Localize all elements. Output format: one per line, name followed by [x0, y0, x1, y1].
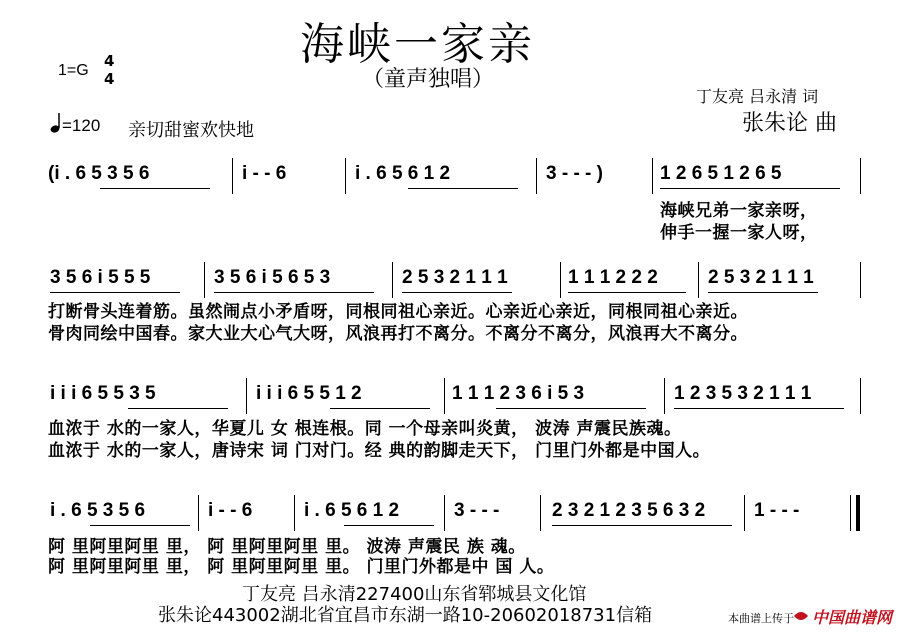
measure: i . 6 5 3 5 6	[50, 500, 146, 521]
expression-marking: 亲切甜蜜欢快地	[128, 120, 254, 141]
site-name[interactable]: 中国曲谱网	[812, 608, 893, 627]
bar-line	[652, 158, 653, 194]
meter-bottom: 4	[104, 70, 115, 88]
measure: 1 1 1 2 3 6 i 5 3	[452, 383, 585, 404]
lyrics-verse-1: 海峡兄弟一家亲呀，	[660, 201, 818, 221]
measure: 1 1 1 2 2 2	[568, 267, 658, 288]
measure: 2 3 2 1 2 3 5 6 3 2	[552, 500, 706, 521]
lyrics-verse-2: 阿 里阿里阿里 里， 阿 里阿里阿里 里。 门里门外都是中 国 人。	[48, 557, 555, 577]
key-signature: 1=G	[58, 62, 89, 79]
bar-line	[560, 262, 561, 298]
beam	[402, 292, 512, 293]
bar-line	[345, 158, 346, 194]
beam	[214, 292, 374, 293]
measure: 3 5 6 i 5 5 5	[50, 267, 151, 288]
lyrics-verse-2: 骨肉同绘中国春。家大业大心气大呀，风浪再打不离分。不离分不离分，风浪再大不离分。	[48, 324, 748, 344]
lyrics-verse-1: 阿 里阿里阿里 里， 阿 里阿里阿里 里。 波涛 声震民 族 魂。	[48, 537, 526, 557]
beam	[408, 188, 518, 189]
beam	[90, 525, 190, 526]
measure: 1 2 3 5 3 2 1 1 1	[674, 383, 812, 404]
measure: 2 5 3 2 1 1 1	[402, 267, 508, 288]
bar-line	[744, 495, 745, 531]
measure: i i i 6 5 5 3 5	[50, 383, 156, 404]
composer-credit: 张朱论 曲	[742, 111, 837, 136]
bar-line	[860, 378, 861, 414]
bar-line	[232, 158, 233, 194]
song-title: 海峡一家亲	[300, 19, 535, 70]
measure: 3 5 6 i 5 6 5 3	[214, 267, 331, 288]
measure: i . 6 5 6 1 2	[304, 500, 400, 521]
beam	[50, 292, 180, 293]
final-bar-line	[856, 495, 860, 531]
measure: i . 6 5 6 1 2	[355, 163, 451, 184]
time-signature	[104, 52, 114, 88]
measure: (i . 6 5 3 5 6	[48, 163, 150, 184]
address-line-2: 张朱论443002湖北省宜昌市东湖一路10-20602018731信箱	[158, 605, 653, 626]
measure: i i i 6 5 5 1 2	[256, 383, 362, 404]
measure: 3 - - -	[454, 500, 500, 521]
final-bar-line	[850, 495, 851, 531]
upload-note: 本曲谱上传于	[728, 612, 794, 625]
beam	[708, 292, 818, 293]
measure: i - - 6	[242, 163, 287, 184]
bar-line	[698, 262, 699, 298]
measure: 2 5 3 2 1 1 1	[708, 267, 814, 288]
bar-line	[540, 495, 541, 531]
bar-line	[536, 158, 537, 194]
beam	[568, 292, 686, 293]
beam	[128, 408, 228, 409]
tempo-marking: =120	[62, 116, 101, 135]
beam	[496, 408, 646, 409]
beam	[660, 188, 840, 189]
bar-line	[294, 495, 295, 531]
bar-line	[198, 495, 199, 531]
measure: 1 2 6 5 1 2 6 5	[660, 163, 782, 184]
lyrics-verse-1: 血浓于 水的一家人，华夏儿 女 根连根。同 一个母亲叫炎黄， 波涛 声震民族魂。	[48, 419, 682, 439]
bar-line	[392, 262, 393, 298]
beam	[344, 525, 434, 526]
measure: 3 - - - )	[546, 163, 603, 184]
measure: 1 - - -	[754, 500, 800, 521]
bar-line	[444, 495, 445, 531]
bar-line	[246, 378, 247, 414]
meter-top: 4	[104, 52, 115, 70]
bar-line	[204, 262, 205, 298]
bar-line	[860, 262, 861, 298]
lyrics-verse-2: 血浓于 水的一家人，唐诗宋 词 门对门。经 典的韵脚走天下， 门里门外都是中国人。	[48, 441, 711, 461]
beam	[330, 408, 430, 409]
song-subtitle: （童声独唱）	[362, 67, 495, 92]
beam	[674, 408, 844, 409]
lyrics-verse-2: 伸手一握一家人呀，	[660, 223, 818, 243]
address-line-1: 丁友亮 吕永清227400山东省郓城县文化馆	[242, 584, 587, 605]
bar-line	[860, 158, 861, 194]
bar-line	[664, 378, 665, 414]
bar-line	[444, 378, 445, 414]
lyrics-verse-1: 打断骨头连着筋。虽然闹点小矛盾呀，同根同祖心亲近。心亲近心亲近，同根同祖心亲近。	[48, 302, 748, 322]
measure: i - - 6	[208, 500, 253, 521]
beam	[552, 525, 732, 526]
site-logo-icon	[792, 608, 810, 624]
beam	[100, 188, 210, 189]
lyricist-credit: 丁友亮 吕永清 词	[696, 87, 819, 106]
